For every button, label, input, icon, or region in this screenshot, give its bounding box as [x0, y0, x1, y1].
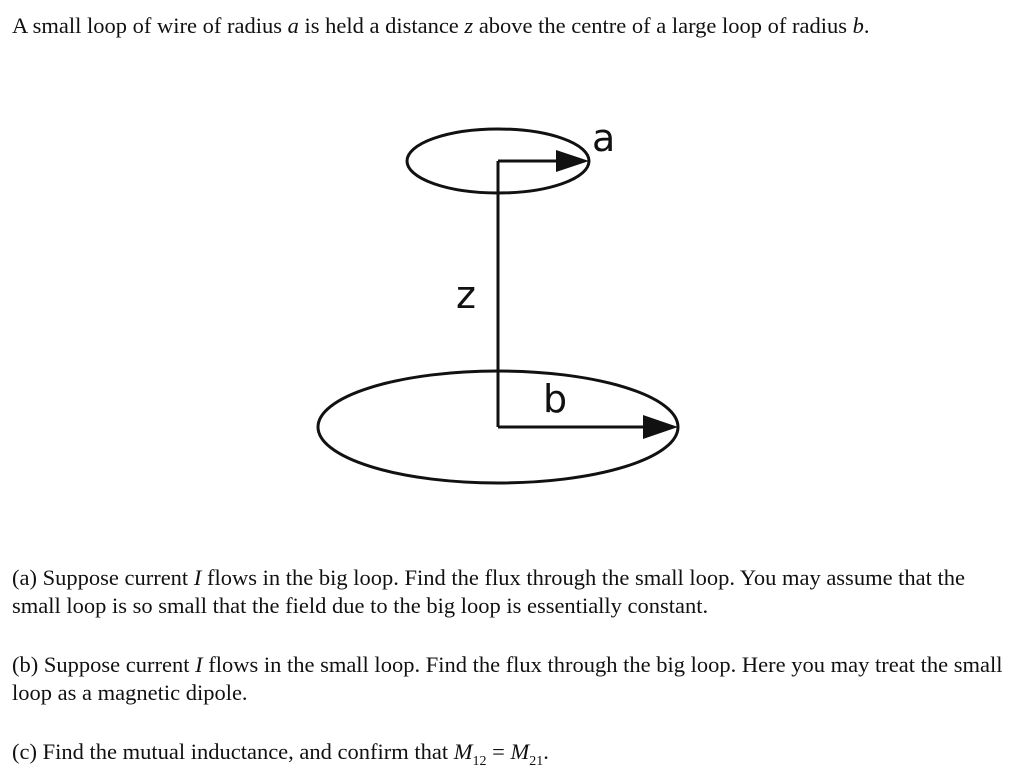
equals-sign: =	[486, 739, 511, 764]
variable-current-b: I	[195, 652, 203, 677]
label-a: a	[592, 116, 616, 160]
radius-a-arrowhead	[556, 150, 589, 172]
part-a-text-2: flows in the big loop. Find the flux through the small loop. You may assume that the small loop is so small that the field due to the big loop is essentially constant.	[12, 565, 966, 618]
mutual-inductance-m12	[453, 739, 487, 769]
question-part-c	[12, 738, 1012, 776]
intro-text-3: above the centre of a large loop of radius	[473, 13, 853, 38]
m12-symbol: M	[453, 739, 473, 764]
mutual-inductance-m21	[510, 739, 544, 769]
part-c-text-1: (c) Find the mutual inductance, and confirm that	[12, 739, 454, 764]
part-a-text-1: (a) Suppose current	[12, 565, 194, 590]
label-b: b	[543, 377, 568, 421]
m21-symbol: M	[510, 739, 530, 764]
intro-text-4: .	[863, 13, 870, 38]
intro-text-2: is held a distance	[298, 13, 465, 38]
question-part-a	[12, 564, 1012, 620]
variable-current-a: I	[193, 565, 202, 590]
variable-a: a	[287, 13, 299, 38]
radius-b-arrowhead	[643, 415, 678, 439]
variable-b: b	[852, 13, 864, 38]
variable-z: z	[464, 13, 474, 38]
part-b-text-2: flows in the small loop. Find the flux through the big loop. Here you may treat the small loop as a magnetic dipole.	[12, 652, 1003, 705]
m21-subscript: 21	[529, 754, 544, 769]
part-b-text-1: (b) Suppose current	[12, 652, 196, 677]
part-c-end: .	[543, 739, 549, 764]
intro-text-1: A small loop of wire of radius	[12, 13, 288, 38]
label-z: z	[456, 273, 476, 317]
question-part-b	[12, 651, 1012, 707]
m12-subscript: 12	[472, 754, 487, 769]
